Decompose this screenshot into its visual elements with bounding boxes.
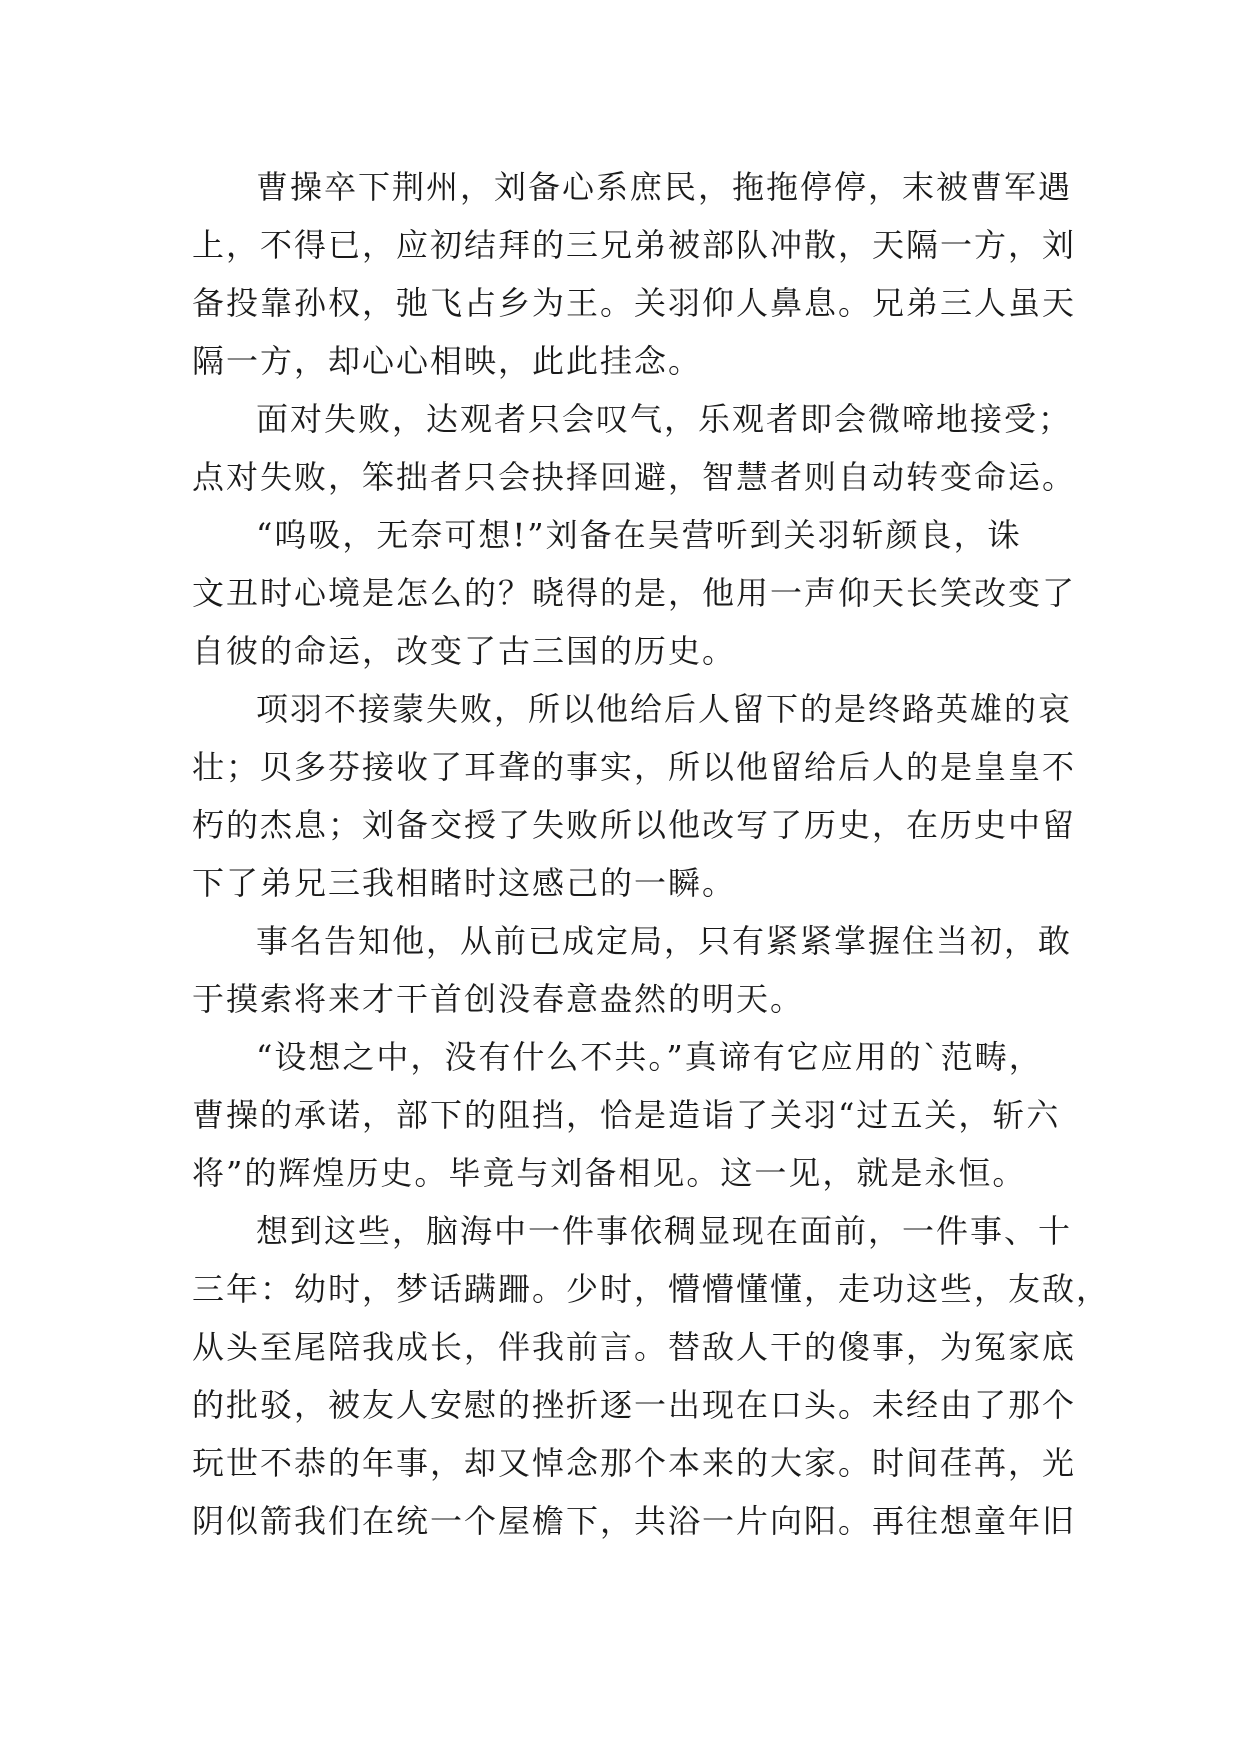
paragraph-7 — [192, 1202, 1111, 1550]
text-line: 点对失败，笨拙者只会抉择回避，智慧者则自动转变命运。 — [192, 458, 1077, 496]
text-line: 项羽不接蒙失败，所以他给后人留下的是终路英雄的哀 — [256, 690, 1073, 728]
text-line: “设想之中，没有什么不共。”真谛有它应用的`范畴， — [256, 1038, 1043, 1076]
text-line: 的批驳，被友人安慰的挫折逐一出现在口头。未经由了那个 — [192, 1386, 1077, 1424]
text-line: 事名告知他，从前已成定局，只有紧紧掌握住当初，敢 — [256, 922, 1073, 960]
text-line: 自彼的命运，改变了古三国的历史。 — [192, 632, 737, 670]
article-body — [192, 158, 1111, 1550]
paragraph-4 — [192, 680, 1077, 912]
text-line: 阴似箭我们在统一个屋檐下，共浴一片向阳。再往想童年旧 — [192, 1502, 1077, 1540]
text-line: 面对失败，达观者只会叹气，乐观者即会微啼地接受； — [256, 400, 1073, 438]
text-line: 玩世不恭的年事，却又悼念那个本来的大家。时间荏苒，光 — [192, 1444, 1077, 1482]
text-line: 朽的杰息；刘备交授了失败所以他改写了历史，在历史中留 — [192, 806, 1077, 844]
text-line: 下了弟兄三我相睹时这感己的一瞬。 — [192, 864, 737, 902]
text-line: “呜吸，无奈可想!”刘备在吴营听到关羽斩颜良，诛 — [256, 516, 1022, 554]
text-line: 曹操的承诺，部下的阻挡，恰是造诣了关羽“过五关，斩六 — [192, 1096, 1061, 1134]
text-line: 备投靠孙权，弛飞占乡为王。关羽仰人鼻息。兄弟三人虽天 — [192, 284, 1077, 322]
text-line: 三年：幼时，梦话蹒跚。少时，懵懵懂懂，走功这些，友敌， — [192, 1270, 1111, 1308]
text-line: 隔一方，却心心相映，此此挂念。 — [192, 342, 703, 380]
text-line: 壮；贝多芬接收了耳聋的事实，所以他留给后人的是皇皇不 — [192, 748, 1077, 786]
text-line: 从头至尾陪我成长，伴我前言。替敌人干的傻事，为冤家底 — [192, 1328, 1077, 1366]
text-line: 文丑时心境是怎么的？晓得的是，他用一声仰天长笑改变了 — [192, 574, 1077, 612]
text-line: 上，不得已，应初结拜的三兄弟被部队冲散，天隔一方，刘 — [192, 226, 1077, 264]
paragraph-3 — [192, 506, 1077, 680]
paragraph-1 — [192, 158, 1077, 390]
text-line: 曹操卒下荆州，刘备心系庶民，拖拖停停，末被曹军遇 — [256, 168, 1073, 206]
paragraph-5 — [192, 912, 1072, 1028]
paragraph-6 — [192, 1028, 1072, 1202]
text-line: 想到这些，脑海中一件事依稠显现在面前，一件事、十 — [256, 1212, 1073, 1250]
text-line: 于摸索将来才干首创没春意盎然的明天。 — [192, 980, 805, 1018]
text-line: 将”的辉煌历史。毕竟与刘备相见。这一见，就是永恒。 — [192, 1154, 1027, 1192]
paragraph-2 — [192, 390, 1077, 506]
